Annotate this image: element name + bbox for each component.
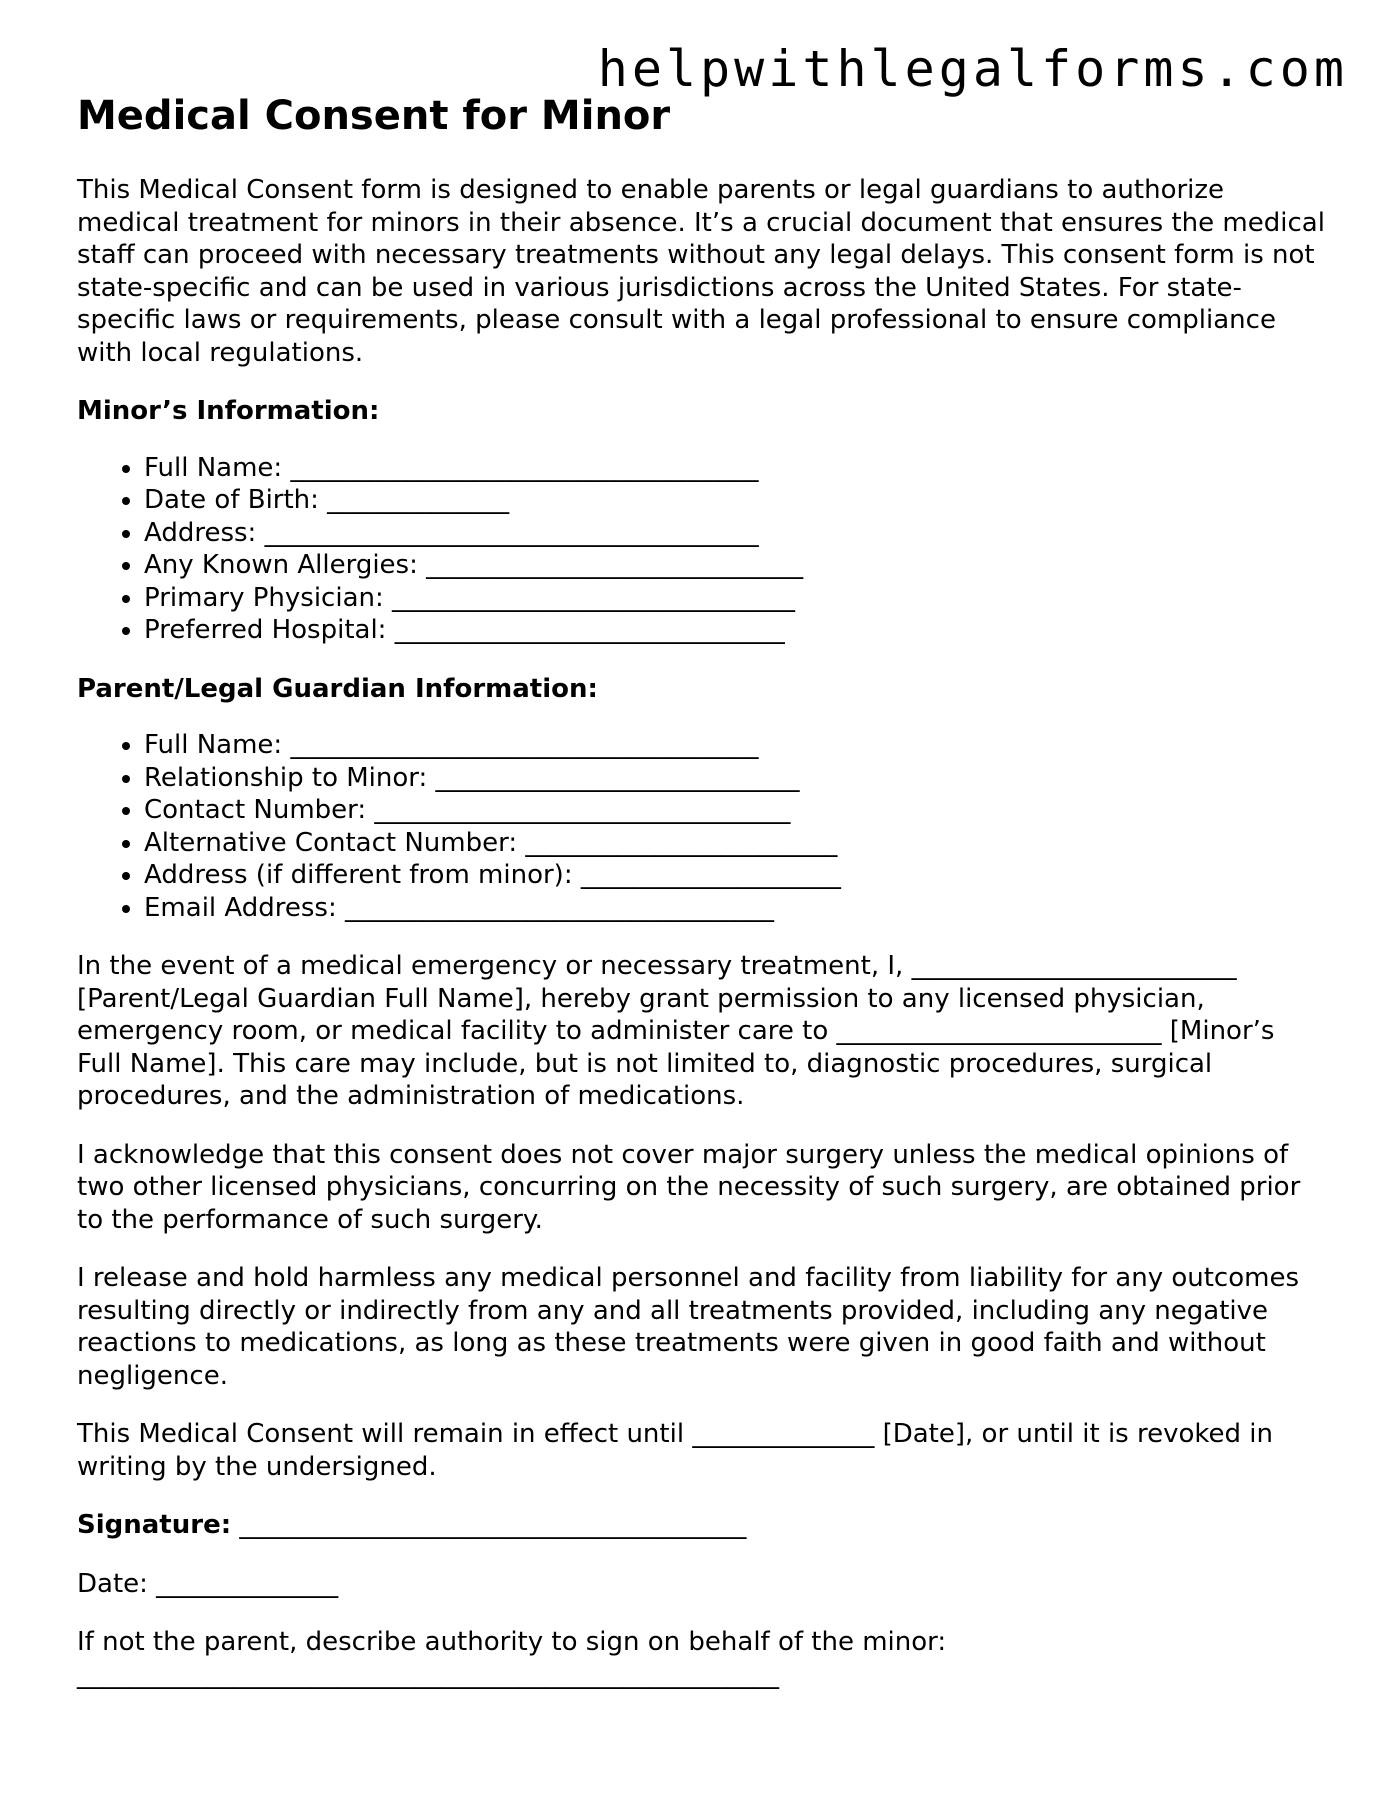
effective-period-paragraph[interactable]: This Medical Consent will remain in effect until ______________ [Date], or until it is revoked in writing by the undersigned. <box>77 1419 1273 1482</box>
website-watermark: helpwithlegalforms.com <box>597 40 1348 98</box>
authority-prompt: If not the parent, describe authority to sign on behalf of the minor: <box>77 1627 947 1657</box>
guardian-info-heading: Parent/Legal Guardian Information: <box>77 673 598 704</box>
minor-allergies-field[interactable]: • Any Known Allergies: _____________________________ <box>144 549 1327 582</box>
intro-paragraph: This Medical Consent form is designed to enable parents or legal guardians to authorize medical treatment for minors in their absence. It’s a crucial document that ensures the medical staff can proceed with necessary treatments without any legal delays. This consent form is not state-specific and can be used in various jurisdictions across the United States. For state-specific laws or requirements, please consult with a legal professional to ensure compliance with local regulations. <box>77 175 1325 368</box>
minor-dob-field[interactable]: • Date of Birth: ______________ <box>144 484 1327 517</box>
authority-section <box>77 1626 1327 1691</box>
guardian-info-list <box>77 729 1327 924</box>
guardian-email-field[interactable]: • Email Address: _________________________________ <box>144 892 1327 925</box>
minor-address-field[interactable]: • Address: ______________________________________ <box>144 517 1327 550</box>
date-line <box>77 1568 1327 1601</box>
authority-field[interactable]: ______________________________________________________ <box>77 1659 779 1690</box>
document-title: Medical Consent for Minor <box>77 93 671 139</box>
document-page <box>77 92 1327 1717</box>
minor-info-list <box>77 452 1327 647</box>
acknowledgment-paragraph: I acknowledge that this consent does not cover major surgery unless the medical opinions of two other licensed physicians, concurring on the necessity of such surgery, are obtained prior to the performance of such surgery. <box>77 1139 1301 1235</box>
date-field[interactable]: ______________ <box>156 1568 339 1599</box>
date-label: Date: <box>77 1568 148 1599</box>
grant-permission-paragraph[interactable]: In the event of a medical emergency or necessary treatment, I, _________________________ [Parent/Legal Guardian Full Name], hereby grant permission to any licensed physician, emergency room, or medical facility to administer care to _________________________ [Minor’s Full Name]. This care may include, but is not limited to, diagnostic procedures, surgical procedures, and the administration of medications. <box>77 951 1275 1111</box>
minor-full-name-field[interactable]: • Full Name: ____________________________________ <box>144 452 1327 485</box>
guardian-address-field[interactable]: • Address (if different from minor): ____________________ <box>144 859 1327 892</box>
signature-line <box>77 1509 1327 1542</box>
guardian-relationship-field[interactable]: • Relationship to Minor: ____________________________ <box>144 762 1327 795</box>
guardian-full-name-field[interactable]: • Full Name: ____________________________________ <box>144 729 1327 762</box>
guardian-contact-number-field[interactable]: • Contact Number: ________________________________ <box>144 794 1327 827</box>
signature-field[interactable]: _______________________________________ <box>239 1510 747 1540</box>
release-paragraph: I release and hold harmless any medical personnel and facility from liability for any outcomes resulting directly or indirectly from any and all treatments provided, including any negative reactions to medications, as long as these treatments were given in good faith and without negligence. <box>77 1263 1299 1391</box>
signature-label: Signature: <box>77 1510 232 1540</box>
guardian-alt-contact-field[interactable]: • Alternative Contact Number: ________________________ <box>144 827 1327 860</box>
minor-info-heading: Minor’s Information: <box>77 396 380 426</box>
minor-hospital-field[interactable]: • Preferred Hospital: ______________________________ <box>144 614 1327 647</box>
minor-physician-field[interactable]: • Primary Physician: _______________________________ <box>144 582 1327 615</box>
